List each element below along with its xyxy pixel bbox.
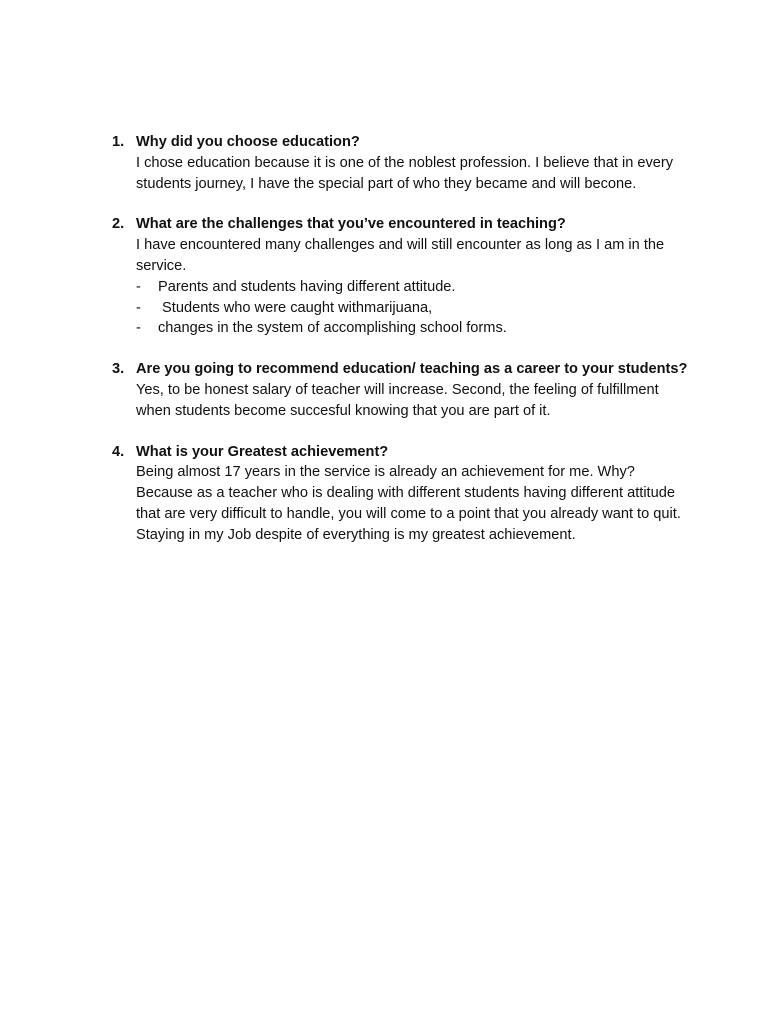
challenge-text: Students who were caught withmarijuana,: [158, 299, 433, 316]
question-text: Are you going to recommend education/ teaching as a career to your students?: [136, 361, 688, 378]
answer-text: Yes, to be honest salary of teacher will increase. Second, the feeling of fulfillment when students become succesful knowing that you are part of it.: [136, 381, 659, 419]
question-text: What are the challenges that you’ve encountered in teaching?: [136, 216, 566, 233]
question-text: Why did you choose education?: [136, 134, 360, 150]
dash-bullet: -: [136, 278, 141, 295]
dash-bullet: -: [136, 299, 141, 316]
dash-bullet: -: [136, 320, 141, 337]
question-number: 4.: [112, 443, 125, 460]
question-list: [112, 132, 692, 566]
question-text: What is your Greatest achievement?: [136, 443, 389, 460]
question-number: 3.: [112, 361, 125, 378]
answer-text: Being almost 17 years in the service is already an achievement for me. Why? Because as a teacher who is dealing with different students having different attitude that are very difficult to handle, you will come to a point that you already want to quit. Staying in my Job despite of everything is my greatest achievement.: [136, 464, 681, 543]
answer-text: I chose education because it is one of the noblest profession. I believe that in every students journey, I have the special part of who they became and will becone.: [136, 154, 674, 192]
question-item-4: [112, 442, 692, 546]
challenge-item: [136, 277, 692, 298]
challenge-item: [136, 318, 692, 339]
challenge-text: Parents and students having different attitude.: [158, 278, 456, 295]
question-number: 1.: [112, 134, 125, 150]
question-item-1: [112, 132, 692, 194]
challenge-item: [136, 298, 692, 319]
challenge-list: [136, 277, 692, 339]
question-item-3: [112, 359, 692, 421]
answer-text: I have encountered many challenges and will still encounter as long as I am in the service.: [136, 237, 665, 274]
challenge-text: changes in the system of accomplishing school forms.: [158, 320, 507, 337]
question-item-2: [112, 214, 692, 339]
question-number: 2.: [112, 216, 125, 233]
